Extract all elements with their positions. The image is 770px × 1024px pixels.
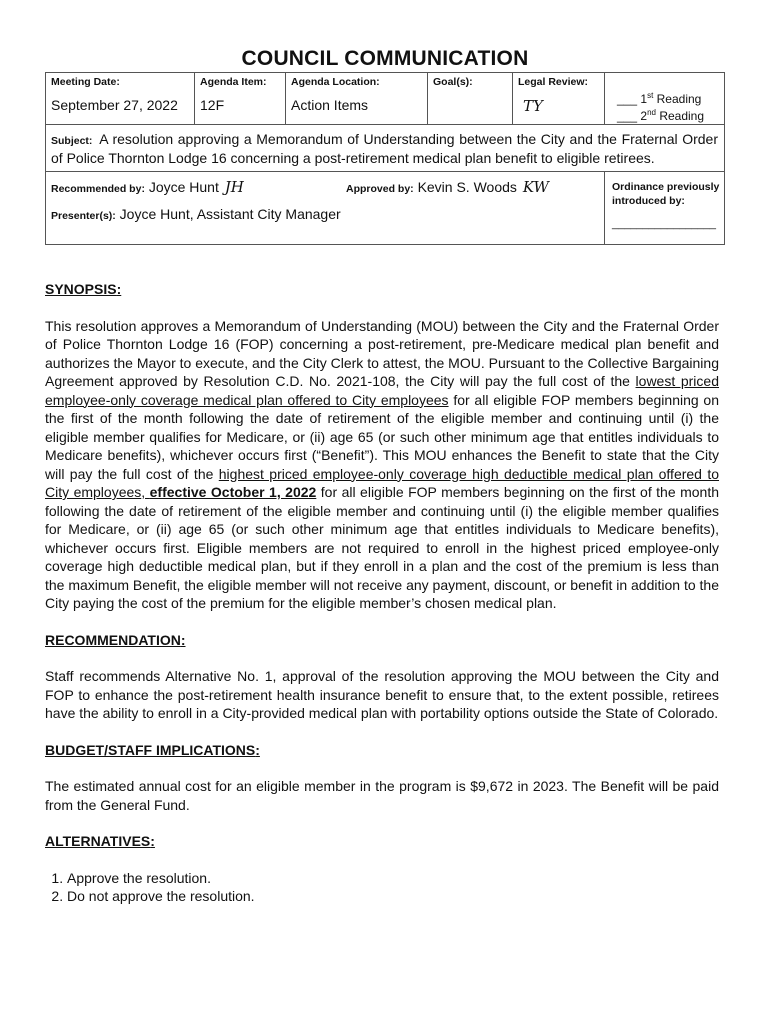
subject-label: Subject: — [51, 135, 93, 147]
first-reading: ___ 1st Reading — [617, 91, 702, 106]
approved-by: Approved by: Kevin S. Woods KW — [346, 178, 549, 196]
legal-review-initials: TY — [523, 97, 543, 115]
recommendation-heading: RECOMMENDATION: — [45, 631, 186, 648]
recommended-initials: JH — [224, 178, 244, 196]
legal-review-label: Legal Review: — [518, 76, 589, 88]
synopsis-heading: SYNOPSIS: — [45, 281, 122, 297]
recommended-by: Recommended by: Joyce Hunt JH — [51, 178, 244, 196]
presenters: Presenter(s): Joyce Hunt, Assistant City Manager — [51, 206, 341, 222]
second-reading: ___ 2nd Reading — [617, 108, 705, 123]
subject-text: A resolution approving a Memorandum of Understanding between the City and the Fraternal Order of Police Thornton Lodge 16 concerning a post-retirement medical plan benefit to eligible retirees. — [51, 131, 718, 166]
meeting-date-cell — [46, 73, 195, 125]
budget-heading: BUDGET/STAFF IMPLICATIONS: — [45, 741, 260, 758]
alternatives-heading: ALTERNATIVES: — [45, 833, 155, 849]
approved-by-name: Kevin S. Woods — [417, 179, 517, 195]
approved-initials: KW — [522, 178, 549, 196]
alternatives-list — [45, 869, 719, 906]
budget-text: The estimated annual cost for an eligible member in the program is $9,672 in 2023. The Benefit will be paid from the General Fund. — [45, 778, 719, 813]
synopsis-text: This resolution approves a Memorandum of Understanding (MOU) between the City and the Fraternal Order of Police Thornton Lodge 16 (FOP) concerning a post-retirement, pre-Medicare medical plan benefit and authorizes the Mayor to execute, and the City Clerk to attest, the MOU. Pursuant to the Collective Bargaining Agreement approved by Resolution C.D. No. 2021-108, the City will pay the full cost of the lowest priced employee-only coverage medical plan offered to City employees for all eligible FOP members beginning on the first of the month following the date of retirement of the eligible member and continuing until (i) the eligible member qualifies for Medicare, or (ii) age 65 (or such other minimum age that entitles individuals to Medicare benefits), whichever occurs first (“Benefit”). This MOU enhances the Benefit to state that the City will pay the full cost of the highest priced employee-only coverage high deductible medical plan offered to City employees, effective October 1, 2022 for all eligible FOP members beginning on the first of the month following the date of retirement of the eligible member and continuing until (i) the eligible member qualifies for Medicare, or (ii) age 65 (or such other minimum age that entitles individuals to Medicare benefits), whichever occurs first. Eligible members are not required to enroll in the highest priced employee-only coverage high deductible medical plan, but if they enroll in a plan and the cost of the premium is less than the maximum Benefit, the eligible member will not receive any payment, discount, or benefit in addition to the City paying the cost of the premium for the eligible member’s chosen medical plan. — [45, 317, 720, 611]
list-item: 1. Approve the resolution. — [67, 869, 719, 888]
agenda-location-cell — [286, 73, 428, 125]
reading-cell — [605, 73, 725, 125]
recommended-cell — [46, 172, 605, 245]
agenda-location-value: Action Items — [291, 97, 369, 113]
body-content — [45, 280, 719, 906]
ordinance-blank: _________________ — [612, 218, 717, 230]
goals-label: Goal(s): — [433, 76, 473, 88]
agenda-item-value: 12F — [200, 97, 225, 113]
subject — [46, 125, 724, 171]
header-table — [45, 72, 725, 245]
agenda-item-cell — [195, 73, 286, 125]
recommendation-text: Staff recommends Alternative No. 1, approval of the resolution approving the MOU between the City and FOP to enhance the post-retirement health insurance benefit to ensure that, to the extent possible, retirees have the ability to enroll in a City-provided medical plan with portability options outside the State of Colorado. — [45, 668, 719, 721]
goals-cell — [428, 73, 513, 125]
agenda-item-label: Agenda Item: — [200, 76, 267, 88]
meeting-date-label: Meeting Date: — [51, 76, 120, 88]
legal-review-cell — [513, 73, 605, 125]
reading-options — [605, 73, 724, 123]
list-item: 2. Do not approve the resolution. — [67, 887, 719, 906]
ordinance-cell — [605, 172, 725, 245]
subject-cell — [46, 125, 725, 172]
ordinance-label: Ordinance previously introduced by: — [612, 181, 720, 207]
presenters-name: Joyce Hunt, Assistant City Manager — [119, 206, 341, 222]
recommended-by-name: Joyce Hunt — [148, 179, 219, 195]
page-title: COUNCIL COMMUNICATION — [241, 47, 529, 70]
meeting-date-value: September 27, 2022 — [51, 97, 178, 113]
recommended-approved — [46, 172, 604, 244]
agenda-location-label: Agenda Location: — [291, 76, 380, 88]
